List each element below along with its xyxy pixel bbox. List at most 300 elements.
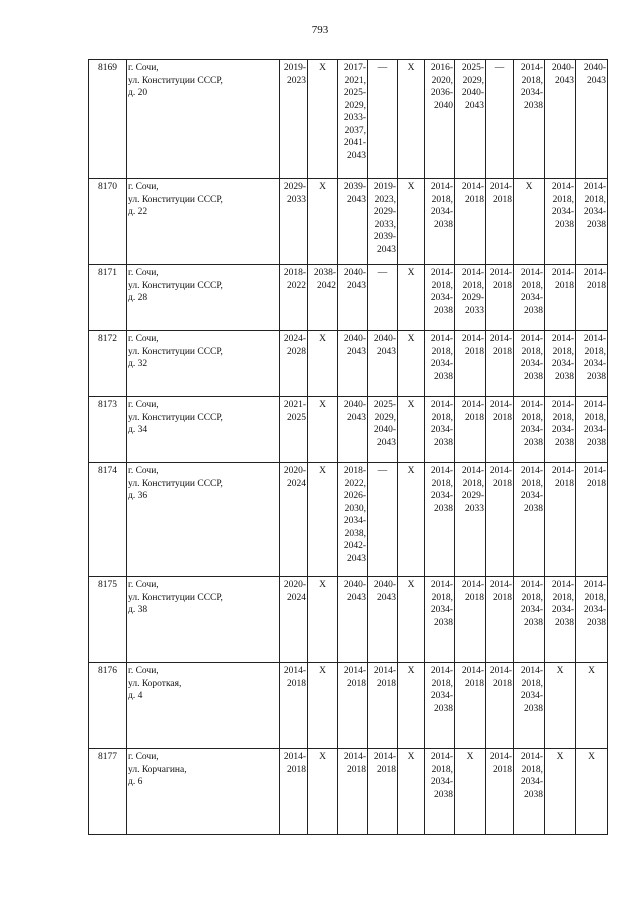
period-line: 2018, [462,280,484,291]
period-cell [425,463,455,577]
period-line: 2014- [551,268,574,278]
row-number: 8171 [89,265,127,331]
address-cell [127,577,280,663]
period-line: 2043 [347,346,366,357]
period-cell [338,60,368,179]
period-line: 2018, [431,764,453,775]
period-line: 2019- [283,63,306,73]
period-cell [425,331,455,397]
period-cell [308,577,338,663]
period-line: 2038 [434,437,453,448]
period-line: 2014- [583,182,606,192]
period-line: 2029- [461,491,484,501]
period-line: 2034- [430,491,453,501]
period-cell [455,463,486,577]
period-cell [455,663,486,749]
period-cell [338,663,368,749]
period-cell [514,60,545,179]
period-line: 2034- [583,359,606,369]
period-line: 2018 [287,678,306,689]
period-line: 2038 [434,305,453,316]
period-cell [576,265,608,331]
period-line: 2018, [431,478,453,489]
period-line: 2038 [524,437,543,448]
period-line: 2040- [461,88,484,98]
period-line: X [319,666,326,676]
period-line: 2034- [520,491,543,501]
row-number: 8174 [89,463,127,577]
period-cell [455,60,486,179]
period-line: 2038 [524,371,543,382]
period-line: 2043 [465,100,484,111]
period-line: X [588,752,595,762]
period-line: 2018, [521,678,543,689]
period-line: 2014- [343,752,366,762]
period-line: 2018 [465,592,484,603]
table-row [89,265,608,331]
period-cell [280,179,308,265]
period-line: 2014- [283,666,306,676]
period-cell [308,331,338,397]
period-line: 2018, [552,346,574,357]
period-line: 2033- [343,113,366,123]
period-line: 2014- [343,666,366,676]
period-cell [545,463,576,577]
period-line: 2018 [377,764,396,775]
period-line: 2014- [551,334,574,344]
row-number: 8176 [89,663,127,749]
period-cell [368,577,398,663]
period-cell [576,331,608,397]
period-line: 2040- [551,63,574,73]
period-cell [368,663,398,749]
period-line: 2034- [520,777,543,787]
address-line: д. 20 [128,88,148,98]
period-line: 2038 [555,219,574,230]
period-line: 2034- [430,605,453,615]
period-line: 2029- [283,182,306,192]
period-cell [280,577,308,663]
period-cell [486,60,514,179]
period-cell [368,179,398,265]
period-line: 2014- [430,752,453,762]
period-cell [308,397,338,463]
period-cell [368,749,398,835]
period-line: 2018, [584,412,606,423]
period-cell [576,397,608,463]
period-cell [514,463,545,577]
period-line: X [319,334,326,344]
period-line: 2038 [434,703,453,714]
period-line: 2019- [373,182,396,192]
period-line: 2038- [313,268,336,278]
period-line: 2018, [431,678,453,689]
period-line: 2018, [462,478,484,489]
period-line: 2014- [461,400,484,410]
period-line: 2038 [434,219,453,230]
period-cell [338,331,368,397]
period-cell [455,749,486,835]
period-line: 2018 [347,678,366,689]
period-cell [308,663,338,749]
period-line: 2034- [520,691,543,701]
period-line: 2041- [343,138,366,148]
period-cell [576,663,608,749]
address-line: ул. Короткая, [128,678,182,689]
period-line: 2025 [287,412,306,423]
period-cell [545,749,576,835]
address-line: г. Сочи, [128,666,159,676]
period-cell [545,397,576,463]
period-line: 2029, [462,75,484,86]
period-cell [425,397,455,463]
period-line: 2014- [283,752,306,762]
period-line: 2040- [343,400,366,410]
period-cell [398,663,425,749]
period-line: 2018, [431,346,453,357]
period-line: 2034- [343,516,366,526]
row-number: 8177 [89,749,127,835]
period-line: 2038 [434,371,453,382]
address-line: г. Сочи, [128,63,159,73]
period-cell [455,577,486,663]
period-line: 2038 [524,617,543,628]
address-line: г. Сочи, [128,752,159,762]
period-line: 2040- [583,63,606,73]
period-line: — [377,63,388,73]
address-cell [127,397,280,463]
period-line: 2043 [555,75,574,86]
period-line: 2018 [493,478,512,489]
period-line: 2014- [373,666,396,676]
period-cell [576,179,608,265]
table-row [89,749,608,835]
period-cell [308,749,338,835]
address-line: ул. Конституции СССР, [128,592,223,603]
period-line: 2016- [430,63,453,73]
period-line: 2018, [521,75,543,86]
row-number: 8173 [89,397,127,463]
period-cell [280,663,308,749]
period-line: X [407,268,415,278]
address-cell [127,749,280,835]
period-line: 2040 [434,100,453,111]
period-cell [398,577,425,663]
period-cell [368,463,398,577]
period-cell [486,463,514,577]
address-line: д. 28 [128,293,148,303]
period-line: 2014- [373,752,396,762]
period-cell [514,663,545,749]
period-line: X [556,752,564,762]
table-row [89,179,608,265]
period-line: 2020- [283,466,306,476]
period-line: 2043 [347,592,366,603]
period-line: 2014- [583,466,606,476]
period-line: 2018, [521,764,543,775]
address-cell [127,463,280,577]
period-line: 2018, [584,194,606,205]
period-line: 2034- [430,777,453,787]
period-cell [486,331,514,397]
period-line: 2038 [555,371,574,382]
period-line: 2043 [347,194,366,205]
table-row [89,397,608,463]
period-line: 2014- [461,182,484,192]
period-cell [398,60,425,179]
period-cell [486,265,514,331]
period-line: 2018, [584,592,606,603]
period-cell [280,397,308,463]
period-cell [398,331,425,397]
period-line: 2038 [555,617,574,628]
period-line: 2024- [283,334,306,344]
period-line: 2022, [344,478,366,489]
period-cell [514,749,545,835]
period-line: 2020, [431,75,453,86]
period-cell [398,265,425,331]
period-line: 2038 [524,100,543,111]
table-row [89,331,608,397]
period-line: 2014- [430,400,453,410]
period-line: 2023, [374,194,396,205]
period-cell [486,179,514,265]
period-line: 2034- [520,293,543,303]
period-cell [545,179,576,265]
period-line: 2018 [493,678,512,689]
address-line: г. Сочи, [128,400,159,410]
period-line: X [407,580,415,590]
period-line: 2024 [287,592,306,603]
period-line: 2043 [347,412,366,423]
address-line: д. 38 [128,605,148,615]
period-cell [545,331,576,397]
period-line: 2018 [555,280,574,291]
period-line: 2018 [493,592,512,603]
period-line: 2034- [583,207,606,217]
period-line: 2014- [583,580,606,590]
period-line: 2014- [489,580,512,590]
period-line: 2018 [377,678,396,689]
period-cell [455,397,486,463]
period-line: 2025- [373,400,396,410]
period-cell [514,265,545,331]
period-line: 2014- [583,334,606,344]
period-cell [545,577,576,663]
period-line: 2018, [584,346,606,357]
period-line: 2040- [343,334,366,344]
period-line: 2014- [489,666,512,676]
period-line: 2018 [493,764,512,775]
address-cell [127,663,280,749]
period-line: 2038 [587,437,606,448]
period-cell [338,577,368,663]
row-number: 8172 [89,331,127,397]
period-line: 2043 [377,437,396,448]
period-line: 2014- [461,580,484,590]
table-row [89,60,608,179]
period-line: 2018 [493,412,512,423]
address-line: ул. Конституции СССР, [128,280,223,291]
period-cell [368,265,398,331]
period-line: 2014- [430,666,453,676]
period-line: 2025- [461,63,484,73]
period-cell [398,179,425,265]
period-line: 2018, [552,592,574,603]
period-line: 2014- [461,466,484,476]
address-line: д. 32 [128,359,148,369]
period-line: 2043 [347,553,366,564]
period-cell [514,397,545,463]
period-line: 2033 [465,503,484,514]
period-line: 2014- [551,466,574,476]
period-line: 2018, [431,592,453,603]
period-line: 2040- [343,268,366,278]
period-line: 2014- [461,268,484,278]
period-line: 2034- [430,425,453,435]
period-cell [368,331,398,397]
period-line: 2018 [493,280,512,291]
period-line: 2018, [552,412,574,423]
period-line: X [556,666,564,676]
period-cell [425,577,455,663]
period-line: 2014- [520,63,543,73]
period-cell [425,179,455,265]
period-cell [308,179,338,265]
period-line: 2025- [343,88,366,98]
period-line: 2036- [430,88,453,98]
period-cell [545,663,576,749]
period-line: — [494,63,505,73]
period-line: 2043 [587,75,606,86]
period-line: 2034- [583,605,606,615]
period-line: 2014- [461,666,484,676]
period-line: X [407,666,415,676]
period-cell [486,397,514,463]
period-cell [398,463,425,577]
period-cell [280,749,308,835]
period-line: 2040- [373,334,396,344]
period-line: 2017- [343,63,366,73]
period-cell [455,265,486,331]
period-line: 2029- [373,207,396,217]
period-cell [280,331,308,397]
period-line: 2014- [520,268,543,278]
period-line: 2038 [524,789,543,800]
period-line: X [319,63,326,73]
address-cell [127,60,280,179]
period-line: 2018, [431,194,453,205]
period-cell [338,749,368,835]
period-line: 2034- [520,88,543,98]
period-line: 2014- [489,466,512,476]
period-cell [368,60,398,179]
period-line: X [407,63,415,73]
period-line: 2034- [551,359,574,369]
period-line: 2014- [520,666,543,676]
period-line: 2018 [465,194,484,205]
period-line: X [407,466,415,476]
period-line: 2034- [520,605,543,615]
period-line: X [319,400,326,410]
period-cell [545,265,576,331]
address-line: ул. Конституции СССР, [128,194,223,205]
period-line: 2014- [489,400,512,410]
period-line: 2014- [551,580,574,590]
period-cell [514,577,545,663]
period-line: 2014- [520,466,543,476]
period-cell [308,265,338,331]
period-line: 2039- [373,232,396,242]
period-cell [338,265,368,331]
period-cell [486,577,514,663]
period-line: 2040- [343,580,366,590]
address-line: ул. Конституции СССР, [128,412,223,423]
period-line: 2018 [587,280,606,291]
period-line: 2034- [430,293,453,303]
period-line: X [407,400,415,410]
address-line: г. Сочи, [128,334,159,344]
period-cell [576,463,608,577]
period-line: 2014- [583,400,606,410]
period-line: 2029- [461,293,484,303]
period-line: 2029, [344,100,366,111]
address-cell [127,179,280,265]
period-cell [545,60,576,179]
table-row [89,663,608,749]
period-line: 2038 [524,305,543,316]
row-number: 8170 [89,179,127,265]
period-cell [576,749,608,835]
period-line: 2043 [377,244,396,255]
period-line: 2038 [555,437,574,448]
address-line: д. 36 [128,491,148,501]
period-cell [308,463,338,577]
period-cell [308,60,338,179]
period-line: 2014- [520,334,543,344]
period-line: 2043 [377,346,396,357]
period-line: 2038 [434,617,453,628]
table-body [89,60,608,835]
period-cell [514,331,545,397]
period-line: 2038 [587,219,606,230]
period-cell [280,265,308,331]
period-line: 2018- [343,466,366,476]
period-line: 2018 [465,346,484,357]
period-line: 2029, [374,412,396,423]
row-number: 8175 [89,577,127,663]
period-line: 2018 [587,478,606,489]
period-line: 2018, [521,280,543,291]
address-line: д. 4 [128,691,143,701]
period-line: 2018, [431,412,453,423]
period-line: 2034- [520,359,543,369]
period-cell [338,463,368,577]
period-line: 2014- [430,466,453,476]
address-line: д. 22 [128,207,148,217]
row-number: 8169 [89,60,127,179]
period-line: 2034- [430,359,453,369]
period-cell [398,749,425,835]
period-line: 2038 [524,703,543,714]
address-line: ул. Конституции СССР, [128,75,223,86]
period-line: 2018, [521,478,543,489]
period-line: 2014- [461,334,484,344]
period-line: X [588,666,595,676]
period-line: 2040- [373,425,396,435]
period-line: 2034- [520,425,543,435]
period-line: 2021, [344,75,366,86]
